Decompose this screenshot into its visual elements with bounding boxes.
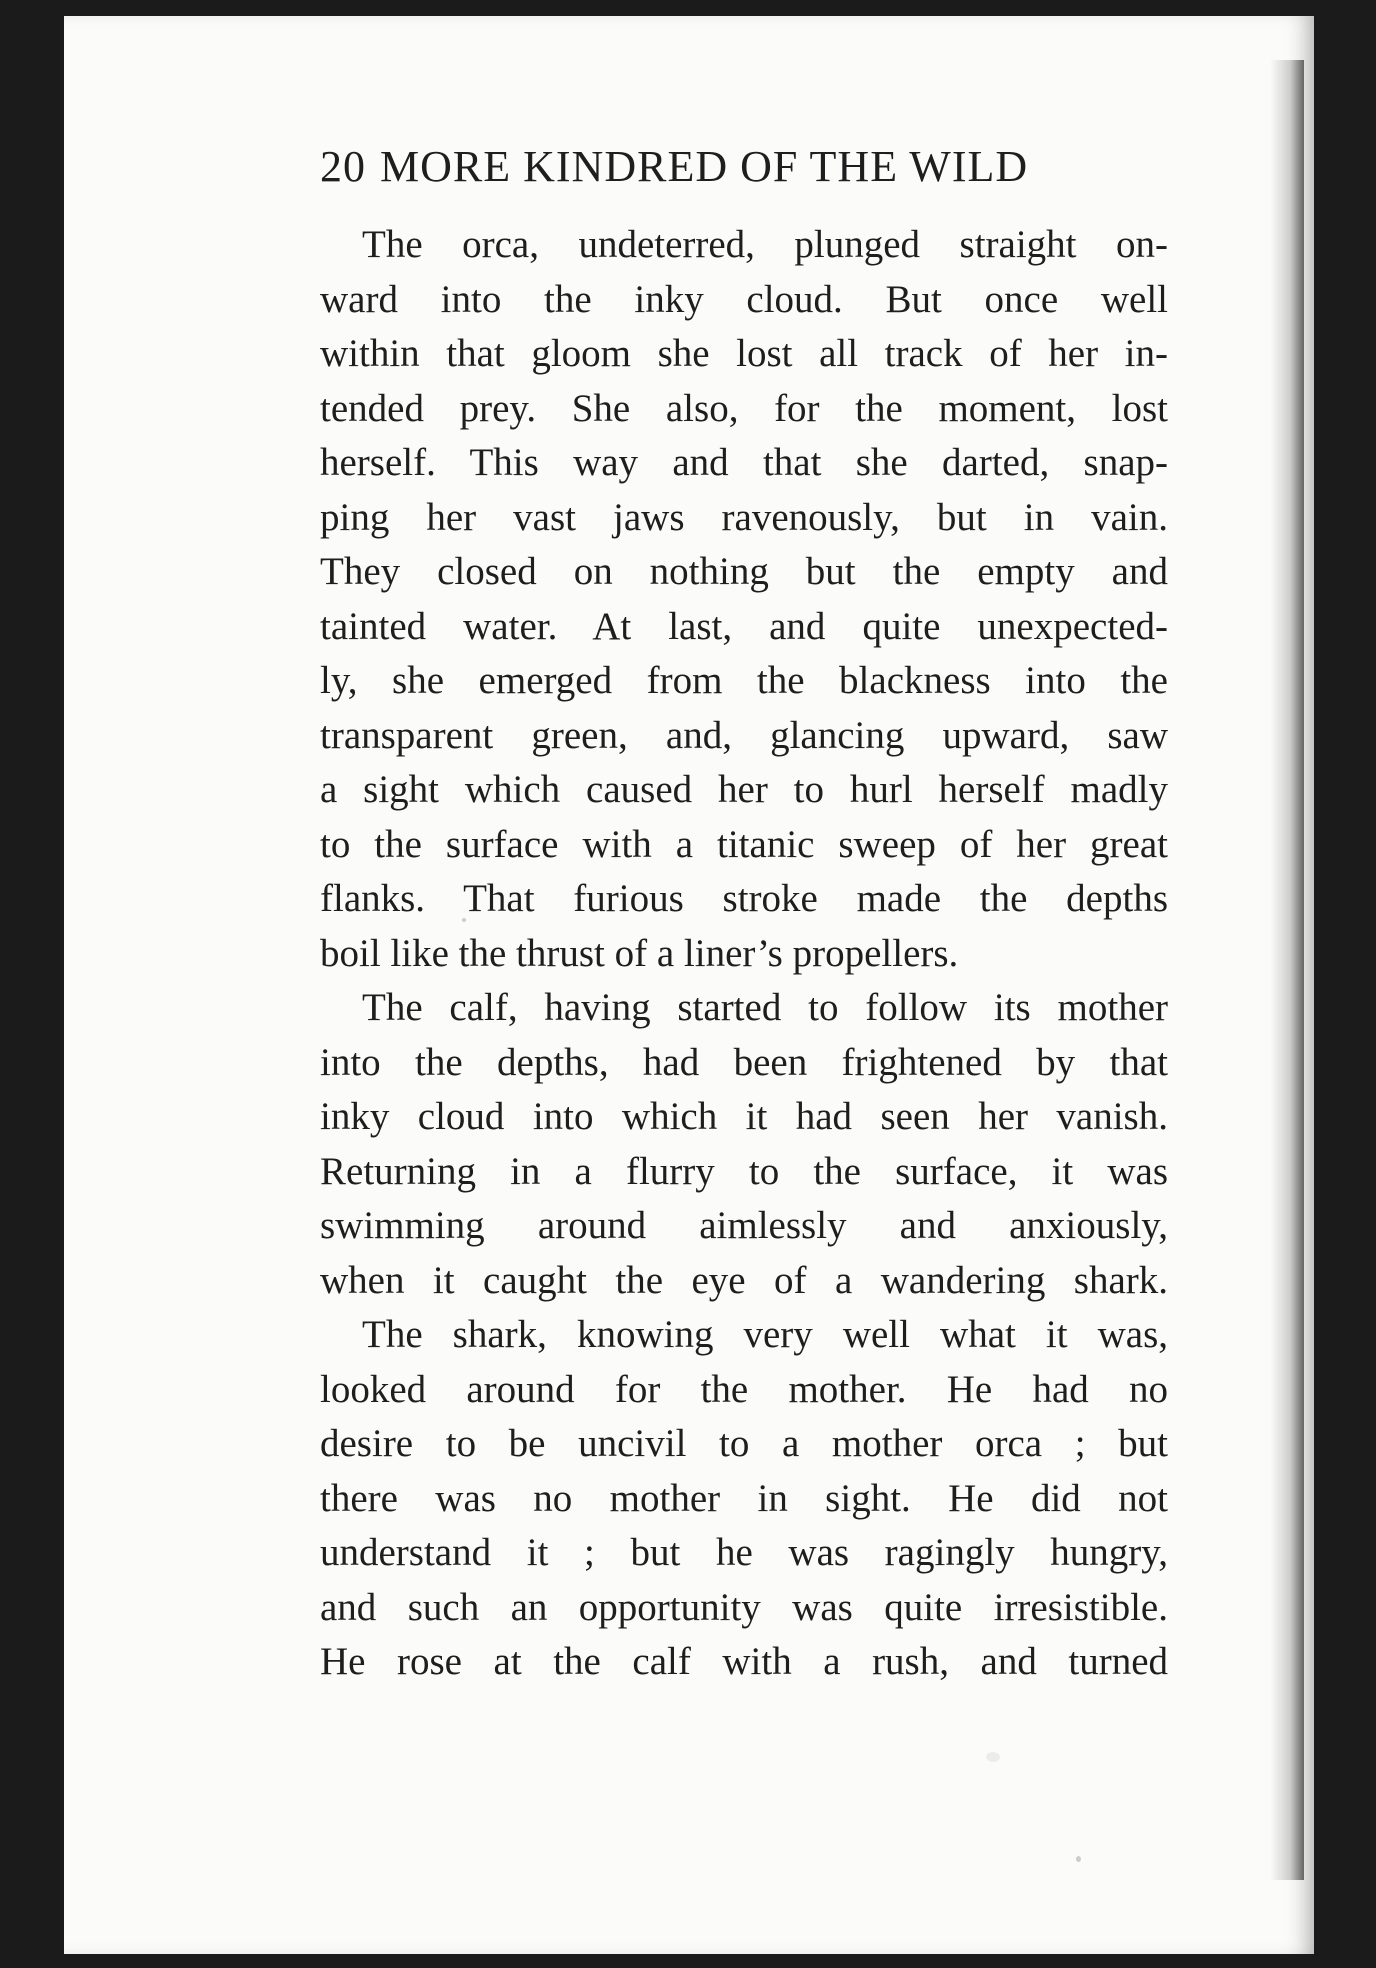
text-line: transparent green, and, glancing upward, saw	[320, 713, 1168, 757]
paragraph-2	[320, 981, 1168, 1308]
text-line: ward into the inky cloud. But once well	[320, 277, 1168, 321]
text-line: desire to be uncivil to a mother orca ; but	[320, 1422, 1168, 1465]
text-line: The calf, having started to follow its mother	[362, 986, 1168, 1029]
text-line: boil like the thrust of a liner’s propellers.	[320, 931, 959, 975]
text-line: ly, she emerged from the blackness into the	[320, 659, 1168, 702]
text-line: swimming around aimlessly and anxiously,	[320, 1204, 1168, 1247]
page-number: 20	[320, 142, 366, 191]
text-line: ping her vast jaws ravenously, but in vain.	[320, 495, 1168, 539]
paragraph-3	[320, 1308, 1168, 1690]
text-line: They closed on nothing but the empty and	[320, 550, 1168, 593]
text-line: and such an opportunity was quite irresistible.	[320, 1585, 1168, 1629]
text-line: flanks. That furious stroke made the depths	[320, 877, 1168, 920]
text-line: inky cloud into which it had seen her vanish.	[320, 1095, 1168, 1138]
text-line: herself. This way and that she darted, snap-	[320, 441, 1168, 484]
text-line: to the surface with a titanic sweep of her great	[320, 822, 1168, 866]
running-head-title: MORE KINDRED OF THE WILD	[380, 142, 1029, 191]
text-line: into the depths, had been frightened by that	[320, 1040, 1168, 1084]
ink-speck	[1076, 1856, 1081, 1862]
text-line: looked around for the mother. He had no	[320, 1367, 1168, 1411]
text-line: The shark, knowing very well what it was,	[362, 1313, 1168, 1356]
text-line: there was no mother in sight. He did not	[320, 1476, 1168, 1520]
text-line: tainted water. At last, and quite unexpected-	[320, 604, 1168, 648]
text-line: when it caught the eye of a wandering shark.	[320, 1258, 1168, 1302]
text-line: understand it ; but he was ragingly hungry,	[320, 1531, 1168, 1574]
text-line: The orca, undeterred, plunged straight on-	[362, 223, 1168, 266]
paragraph-1	[320, 218, 1168, 981]
running-head	[320, 140, 1170, 194]
text-line: Returning in a flurry to the surface, it was	[320, 1149, 1168, 1193]
text-line: a sight which caused her to hurl herself madly	[320, 768, 1168, 811]
body-text	[320, 218, 1168, 1690]
ink-speck	[462, 918, 466, 922]
text-line: tended prey. She also, for the moment, lost	[320, 386, 1168, 430]
text-line: within that gloom she lost all track of her in-	[320, 332, 1168, 375]
paper-smudge	[986, 1752, 1000, 1762]
text-line: He rose at the calf with a rush, and turned	[320, 1640, 1168, 1683]
page-gutter-shadow	[1270, 60, 1304, 1880]
